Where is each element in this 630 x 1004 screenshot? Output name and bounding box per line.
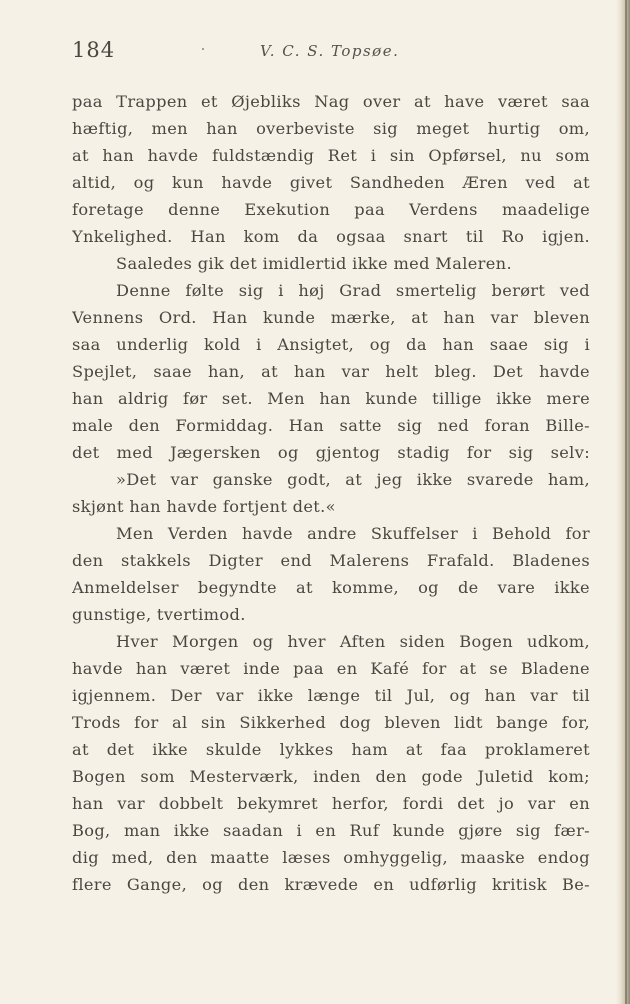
text-line: at han havde fuldstændig Ret i sin Opførsel, nu som: [72, 146, 590, 165]
text-line: han var dobbelt bekymret herfor, fordi det jo var en: [72, 794, 590, 813]
text-line: Men Verden havde andre Skuffelser i Behold for: [116, 524, 590, 543]
text-line: paa Trappen et Øjebliks Nag over at have været saa: [72, 92, 590, 111]
header-speck: [202, 48, 204, 50]
text-line: flere Gange, og den krævede en udførlig kritisk Be-: [72, 875, 590, 894]
text-line: Saaledes gik det imidlertid ikke med Maleren.: [116, 254, 512, 273]
text-line: Denne følte sig i høj Grad smertelig berørt ved: [116, 281, 590, 300]
text-line: Hver Morgen og hver Aften siden Bogen udkom,: [116, 632, 590, 651]
text-line: hæftig, men han overbeviste sig meget hurtig om,: [72, 119, 590, 138]
text-line: Bog, man ikke saadan i en Ruf kunde gjøre sig fær-: [72, 821, 590, 840]
text-line: den stakkels Digter end Malerens Frafald. Bladenes: [72, 551, 590, 570]
text-line: havde han været inde paa en Kafé for at se Bladene: [72, 659, 590, 678]
text-line: »Det var ganske godt, at jeg ikke svarede ham,: [116, 470, 590, 489]
text-line: han aldrig før set. Men han kunde tillige ikke mere: [72, 389, 590, 408]
text-line: Trods for al sin Sikkerhed dog bleven lidt bange for,: [72, 713, 590, 732]
page-edge-line: [625, 0, 627, 1004]
text-line: igjennem. Der var ikke længe til Jul, og han var til: [72, 686, 590, 705]
text-line: foretage denne Exekution paa Verdens maadelige: [72, 200, 590, 219]
text-line: gunstige, tvertimod.: [72, 605, 246, 624]
text-line: male den Formiddag. Han satte sig ned foran Bille-: [72, 416, 590, 435]
text-line: at det ikke skulde lykkes ham at faa proklameret: [72, 740, 590, 759]
text-line: saa underlig kold i Ansigtet, og da han saae sig i: [72, 335, 590, 354]
text-line: dig med, den maatte læses omhyggelig, maaske endog: [72, 848, 590, 867]
text-line: altid, og kun havde givet Sandheden Æren ved at: [72, 173, 590, 192]
page-header: [72, 38, 592, 68]
text-line: Anmeldelser begyndte at komme, og de vare ikke: [72, 578, 590, 597]
text-line: Spejlet, saae han, at han var helt bleg. Det havde: [72, 362, 590, 381]
page-edge-shadow: [616, 0, 630, 1004]
text-line: det med Jægersken og gjentog stadig for sig selv:: [72, 443, 590, 462]
text-line: skjønt han havde fortjent det.«: [72, 497, 336, 516]
running-title: V. C. S. Topsøe.: [260, 42, 400, 60]
text-line: Ynkelighed. Han kom da ogsaa snart til Ro igjen.: [72, 227, 590, 246]
text-line: Vennens Ord. Han kunde mærke, at han var bleven: [72, 308, 590, 327]
text-line: Bogen som Mesterværk, inden den gode Juletid kom;: [72, 767, 590, 786]
body-text: [72, 88, 590, 898]
page-number: 184: [72, 38, 116, 62]
